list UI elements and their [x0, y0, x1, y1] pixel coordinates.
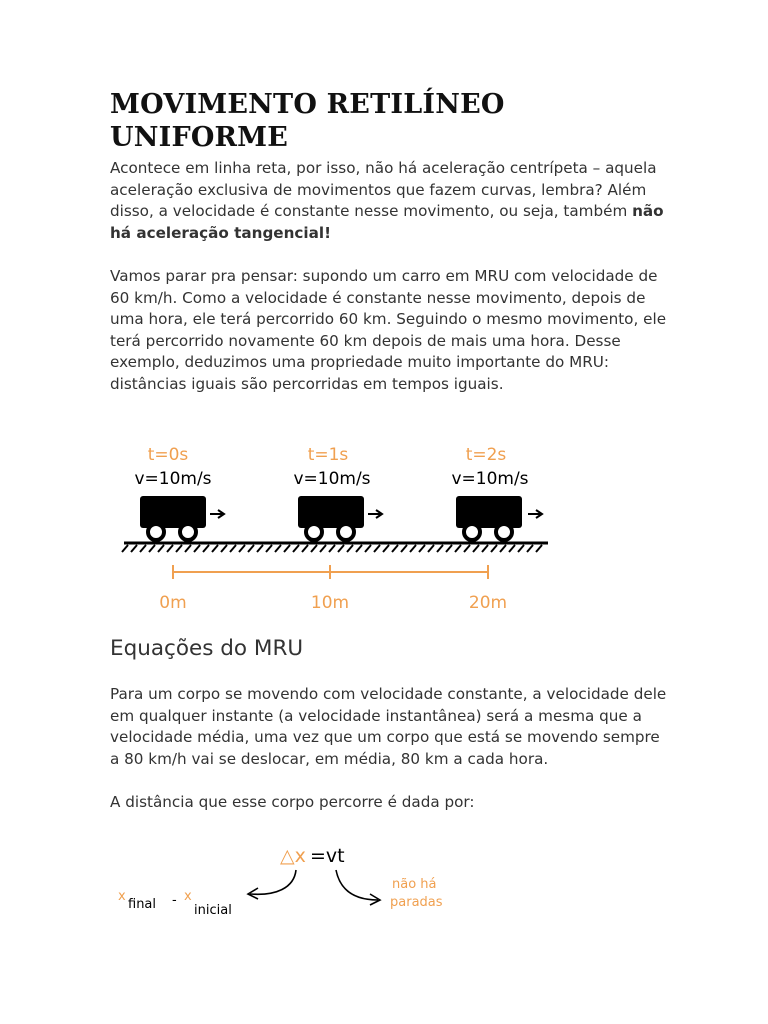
- ground-hatch-mark: [473, 545, 479, 552]
- no-stops-line-2: paradas: [390, 895, 443, 910]
- delta-x-symbol: △x: [280, 845, 306, 867]
- ground-hatch-mark: [419, 545, 425, 552]
- distance-scale: [173, 565, 488, 579]
- ground-hatch-mark: [275, 545, 281, 552]
- cart-1: [140, 496, 224, 540]
- ground-hatch-mark: [320, 545, 326, 552]
- ground-hatch-mark: [365, 545, 371, 552]
- final-subscript: final: [128, 897, 157, 912]
- no-stops-line-1: não há: [392, 877, 437, 892]
- intro-text: Acontece em linha reta, por isso, não há aceleração centrípeta – aquela aceleração exclusiva de movimentos que fazem curvas, lembra? Além disso, a velocidade é constante nesse movimento, ou seja, também: [110, 159, 657, 221]
- carts-illustration: [118, 436, 558, 616]
- cart-1-time-label: t=0s: [147, 445, 189, 465]
- ground-hatch-mark: [491, 545, 497, 552]
- ground-hatch-mark: [392, 545, 398, 552]
- position-label-0: 0m: [159, 593, 187, 613]
- ground-hatch-mark: [410, 545, 416, 552]
- minus-sign: -: [172, 893, 177, 908]
- ground-hatch-mark: [185, 545, 191, 552]
- ground-hatch-mark: [455, 545, 461, 552]
- ground-hatch-mark: [140, 545, 146, 552]
- ground-hatch-mark: [401, 545, 407, 552]
- ground-hatch-mark: [284, 545, 290, 552]
- example-paragraph: Vamos parar pra pensar: supondo um carro em MRU com velocidade de 60 km/h. Como a velocidade é constante nesse movimento, depois de uma hora, ele terá percorrido 60 km. Seguindo o mesmo movimento, ele terá percorrido novamente 60 km depois de mais uma hora. Desse exemplo, deduzimos uma propriedade muito importante do MRU: distâncias iguais são percorridas em tempos iguais.: [110, 267, 667, 393]
- ground-hatch-mark: [428, 545, 434, 552]
- equation-figure: [108, 836, 468, 926]
- ground-hatch-mark: [329, 545, 335, 552]
- equation-illustration: [108, 836, 468, 926]
- ground-hatch-mark: [482, 545, 488, 552]
- ground-hatch-mark: [500, 545, 506, 552]
- cart-2-time-label: t=1s: [307, 445, 349, 465]
- ground-hatch-mark: [230, 545, 236, 552]
- intro-bold-text: não há aceleração tangencial!: [110, 202, 664, 242]
- page-title: MOVIMENTO RETILÍNEO UNIFORME: [110, 89, 505, 153]
- arrow-right-icon: [528, 510, 542, 518]
- cart-2: [298, 496, 382, 540]
- arrow-right-curved-icon: [336, 870, 380, 905]
- ground-hatch-mark: [338, 545, 344, 552]
- arrow-right-icon: [368, 510, 382, 518]
- distance-paragraph: A distância que esse corpo percorre é dada por:: [110, 793, 475, 811]
- ground-hatch-mark: [248, 545, 254, 552]
- ground-hatch-mark: [176, 545, 182, 552]
- section-heading: Equações do MRU: [110, 636, 304, 661]
- ground-hatch-mark: [131, 545, 137, 552]
- carts-figure: [118, 436, 558, 616]
- ground-hatch-mark: [374, 545, 380, 552]
- ground-hatch-mark: [239, 545, 245, 552]
- x-final-symbol: x: [118, 889, 126, 904]
- ground-hatch-mark: [266, 545, 272, 552]
- ground-hatch-mark: [527, 545, 533, 552]
- ground-hatch-mark: [446, 545, 452, 552]
- inicial-subscript: inicial: [194, 903, 232, 918]
- cart-3: [456, 496, 542, 540]
- ground-hatch-mark: [302, 545, 308, 552]
- ground-hatch-mark: [347, 545, 353, 552]
- ground-hatch-mark: [167, 545, 173, 552]
- ground-hatch-mark: [293, 545, 299, 552]
- cart-3-velocity-label: v=10m/s: [451, 469, 529, 489]
- equals-vt-text: =vt: [310, 845, 345, 867]
- ground-hatch-mark: [203, 545, 209, 552]
- ground-hatch-mark: [212, 545, 218, 552]
- ground-hatch-mark: [122, 545, 128, 552]
- ground-hatch-mark: [437, 545, 443, 552]
- ground-hatch-mark: [257, 545, 263, 552]
- ground-hatch-mark: [194, 545, 200, 552]
- ground-hatch-mark: [536, 545, 542, 552]
- cart-2-velocity-label: v=10m/s: [293, 469, 371, 489]
- ground-hatch-mark: [158, 545, 164, 552]
- cart-3-time-label: t=2s: [465, 445, 507, 465]
- ground-line: [122, 543, 548, 552]
- arrow-left-curved-icon: [248, 870, 296, 899]
- ground-hatch-mark: [518, 545, 524, 552]
- x-inicial-symbol: x: [184, 889, 192, 904]
- velocity-paragraph: Para um corpo se movendo com velocidade constante, a velocidade dele em qualquer instante (a velocidade instantânea) será a mesma que a velocidade média, uma vez que um corpo que está se movendo sempre a 80 km/h vai se deslocar, em média, 80 km a cada hora.: [110, 685, 667, 768]
- ground-hatch-mark: [383, 545, 389, 552]
- ground-hatch-mark: [149, 545, 155, 552]
- ground-hatch-mark: [509, 545, 515, 552]
- arrow-right-icon: [210, 510, 224, 518]
- ground-hatch-mark: [356, 545, 362, 552]
- position-label-2: 20m: [468, 593, 508, 613]
- intro-paragraph: [110, 158, 670, 244]
- ground-hatch-mark: [464, 545, 470, 552]
- ground-hatch-mark: [221, 545, 227, 552]
- position-label-1: 10m: [310, 593, 350, 613]
- ground-hatch-mark: [311, 545, 317, 552]
- cart-1-velocity-label: v=10m/s: [134, 469, 212, 489]
